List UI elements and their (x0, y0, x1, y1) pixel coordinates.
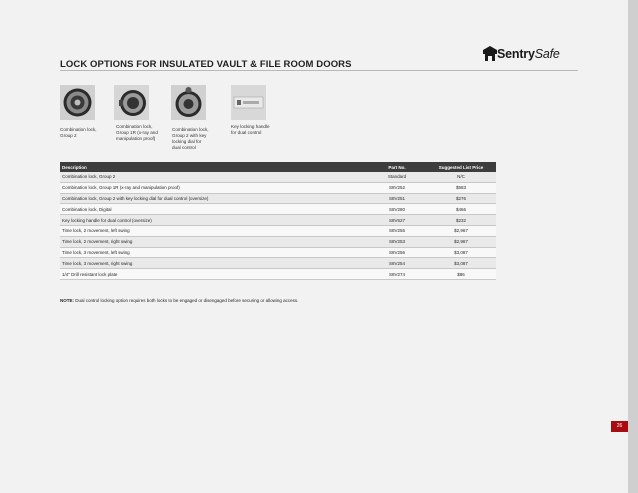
header-price: Suggested List Price (438, 164, 484, 170)
thumbnail-caption-1: Combination lock, Group 2 (60, 127, 97, 138)
table-row: Time lock, 2 movement, left swing S8V255 $2,967 (60, 226, 496, 237)
lock-options-table (60, 162, 496, 280)
combination-dial-icon (60, 85, 95, 120)
title-divider (60, 70, 578, 71)
table-row: Time lock, 3 movement, left swing S8V256 $3,087 (60, 248, 496, 259)
combination-lock-group2-image (60, 85, 95, 120)
table-header (60, 162, 496, 172)
table-row: Combination lock, Digital S8V280 $466 (60, 204, 496, 215)
table-row: Time lock, 2 movement, right swing S8V253 $2,967 (60, 237, 496, 248)
table-row: Time lock, 3 movement, right swing S8V254 $3,087 (60, 258, 496, 269)
brand-name-bold: Sentry (497, 47, 535, 61)
table-row: 1/4" Drill resistant lock plate S8V274 $86 (60, 269, 496, 280)
header-part-no: Part No. (388, 164, 406, 170)
key-handle-icon (231, 85, 266, 120)
page-number: 26 (611, 421, 628, 432)
page-title: LOCK OPTIONS FOR INSULATED VAULT & FILE ROOM DOORS (60, 59, 352, 70)
table-row: Key locking handle for dual control (oversize) S8V627 $232 (60, 215, 496, 226)
thumbnail-caption-3: Combination lock, Group 2 with key locking dial for dual control (172, 127, 209, 150)
thumbnail-caption-2: Combination lock, Group 1R (x-ray and manipulation proof) (116, 124, 158, 141)
thumbnail-caption-4: Key locking handle for dual control (231, 124, 270, 135)
page-edge-bar (628, 0, 638, 493)
header-description: Description (62, 164, 87, 170)
table-row: Combination lock, Group 1R (x-ray and manipulation proof) S8V252 $583 (60, 183, 496, 194)
combination-lock-keydial-image (171, 85, 206, 120)
note-text: Dual control locking option requires both locks to be engaged or disengaged before securing or allowing access. (75, 298, 299, 303)
combination-dial-icon (114, 85, 149, 120)
note-label: NOTE: (60, 298, 74, 303)
key-locking-handle-image (231, 85, 266, 120)
keylock-dial-icon (171, 85, 206, 120)
brand-mark-icon (483, 46, 497, 62)
table-row: Combination lock, Group 2 Standard N/C (60, 172, 496, 183)
table-row: Combination lock, Group 2 with key locking dial for dual control (oversize) S8V251 $276 (60, 194, 496, 205)
combination-lock-group1r-image (114, 85, 149, 120)
sentrysafe-logo (483, 45, 560, 63)
dual-control-note (60, 298, 298, 303)
brand-name-light: Safe (534, 47, 560, 61)
